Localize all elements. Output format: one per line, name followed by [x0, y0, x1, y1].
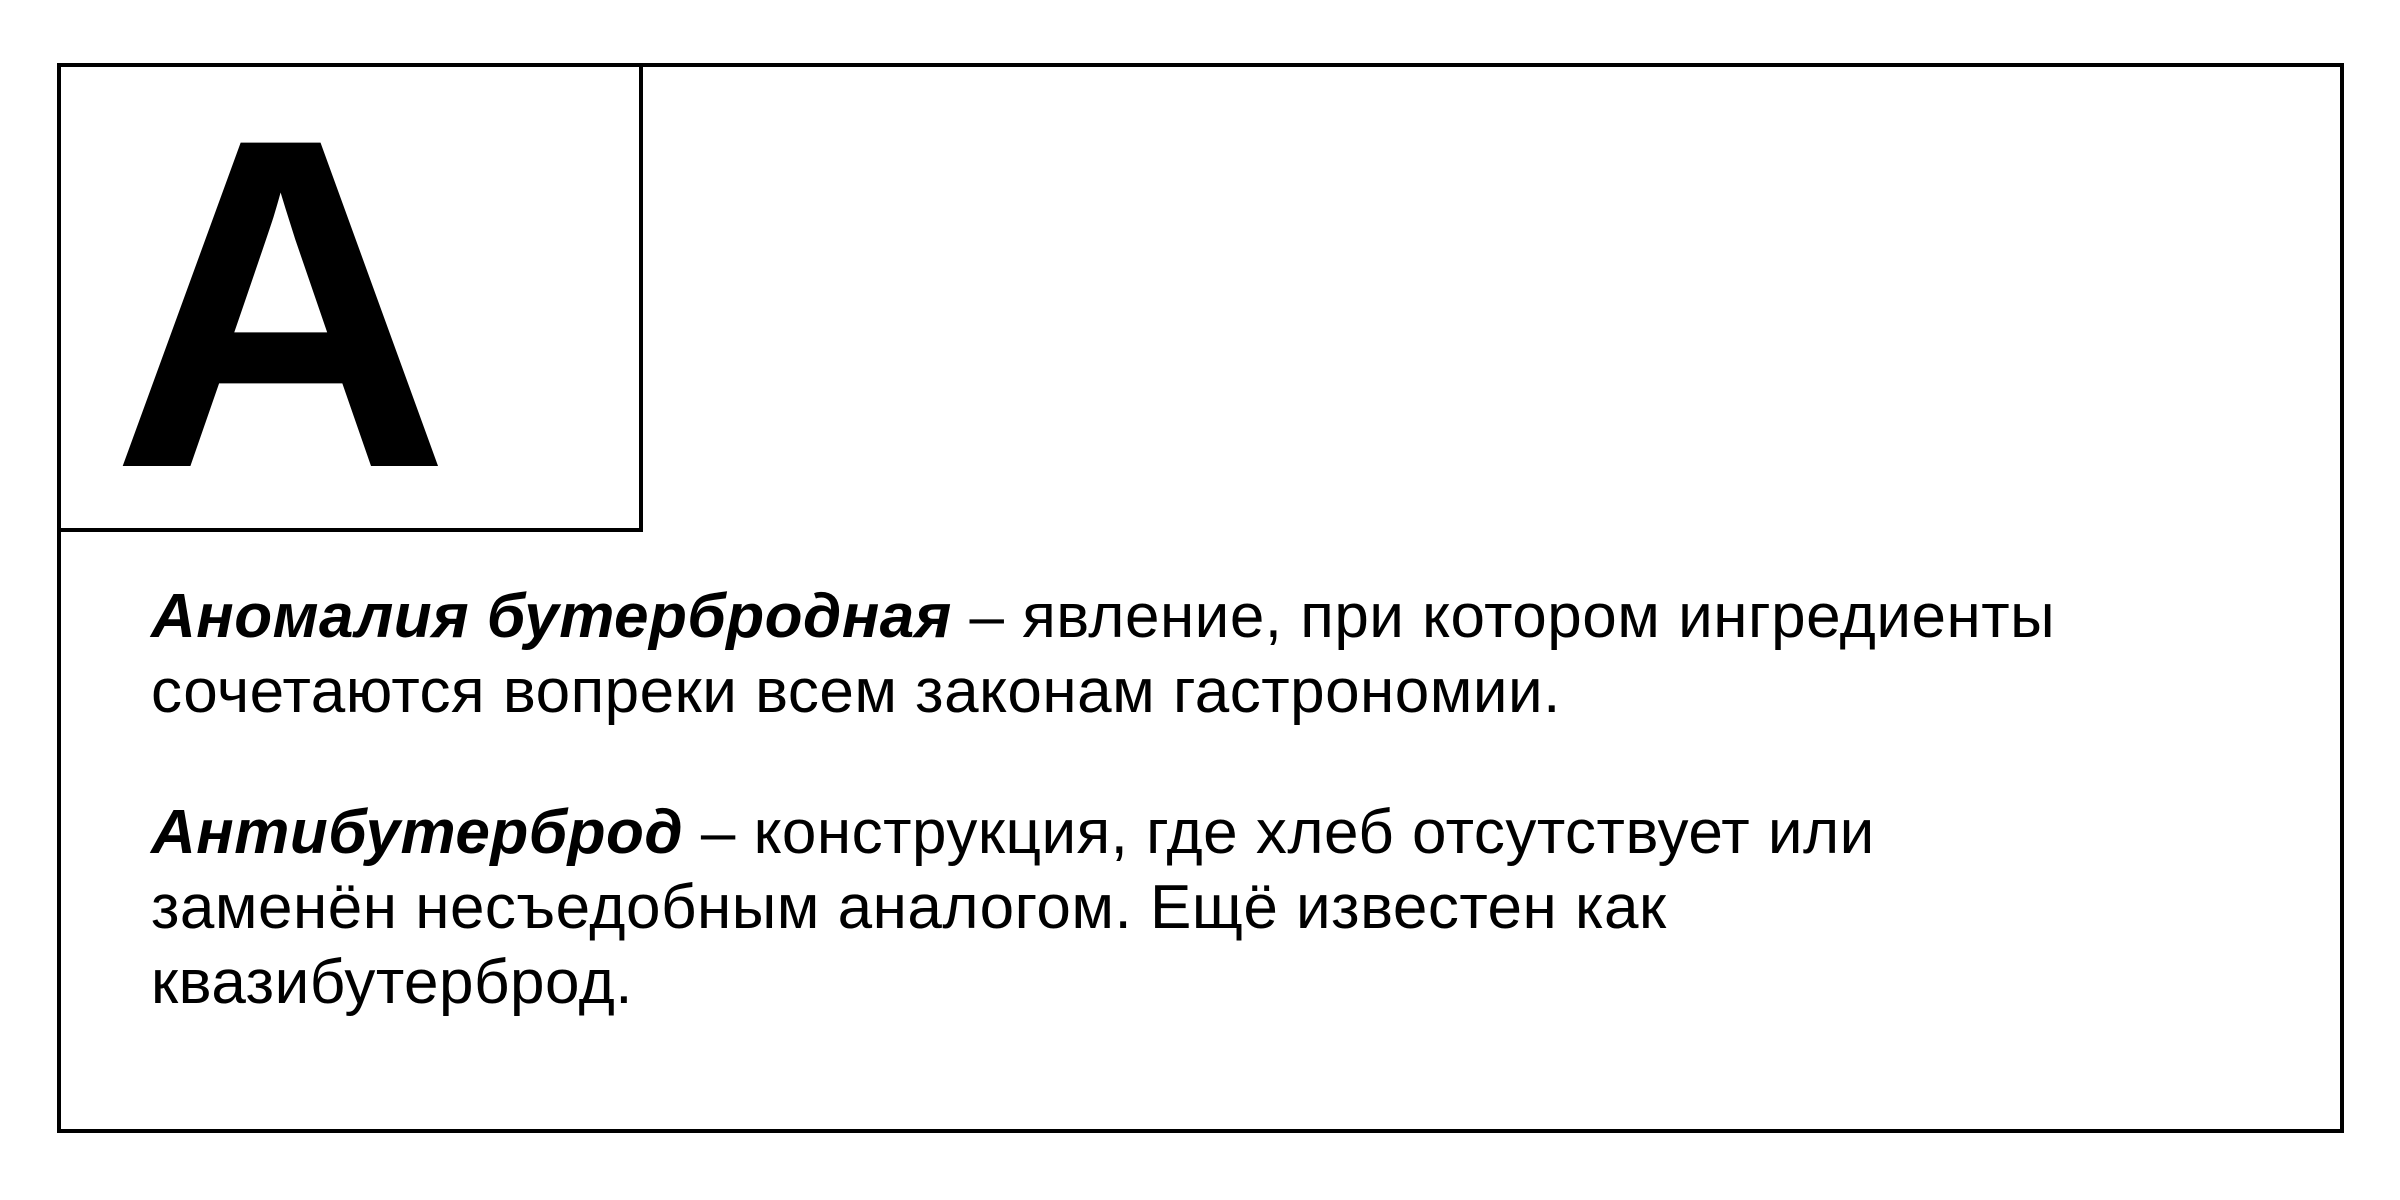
entry-definition-line: заменён несъедобным аналогом. Ещё известен как	[151, 873, 1667, 942]
entry-term: Антибутерброд	[151, 798, 684, 867]
definitions-section	[151, 579, 2301, 1086]
entry-term: Аномалия бутербродная	[151, 582, 952, 651]
alphabet-letter-card	[57, 40, 643, 566]
dictionary-entry	[151, 795, 2301, 1020]
dictionary-entry	[151, 579, 2301, 729]
letter-glyph: А	[111, 40, 447, 566]
entry-definition-line: – конструкция, где хлеб отсутствует или	[683, 798, 1875, 867]
entry-definition-line: – явление, при котором ингредиенты	[951, 582, 2056, 651]
entry-definition-line: сочетаются вопреки всем законам гастрономии.	[151, 657, 1561, 726]
entry-definition-line: квазибутерброд.	[151, 948, 634, 1017]
